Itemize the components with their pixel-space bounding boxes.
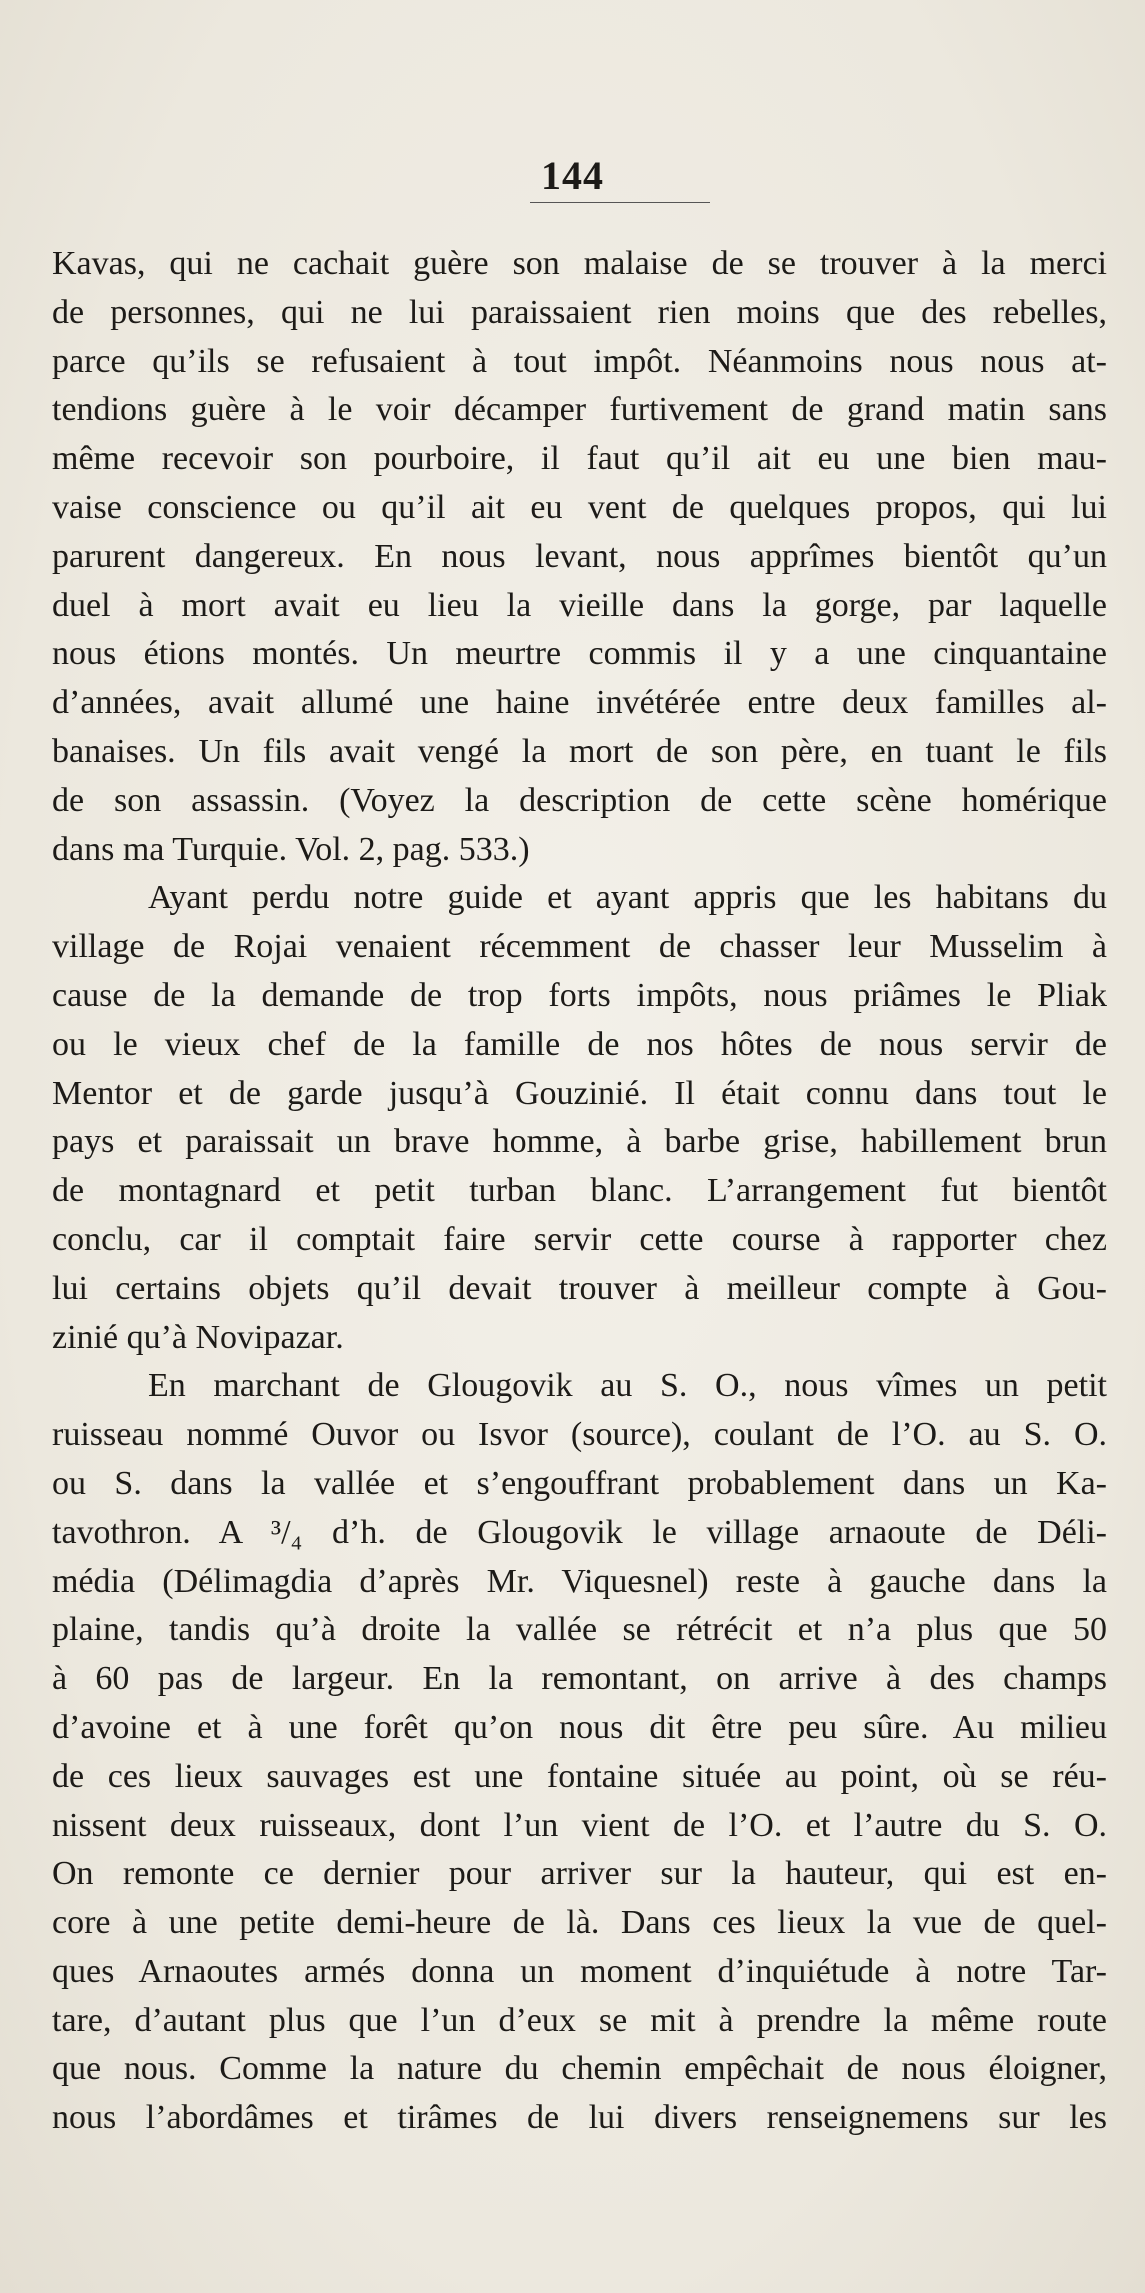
text-line: de personnes, qui ne lui paraissaient rien moins que des rebelles, [52,293,1107,331]
text-line: de ces lieux sauvages est une fontaine située au point, où se réu- [52,1757,1107,1795]
text-line: d’années, avait allumé une haine invétérée entre deux familles al- [52,684,1107,722]
text-line: ques Arnaoutes armés donna un moment d’inquiétude à notre Tar- [52,1952,1107,1990]
text-line: cause de la demande de trop forts impôts, nous priâmes le Pliak [52,976,1107,1014]
text-line: que nous. Comme la nature du chemin empêchait de nous éloigner, [52,2050,1107,2088]
text-line: plaine, tandis qu’à droite la vallée se rétrécit et n’a plus que 50 [52,1611,1107,1649]
text-line: En marchant de Glougovik au S. O., nous vîmes un petit [148,1367,1107,1405]
text-line: ou S. dans la vallée et s’engouffrant probablement dans un Ka- [52,1464,1107,1502]
text-line: Ayant perdu notre guide et ayant appris que les habitans du [148,879,1107,917]
text-line: vaise conscience ou qu’il ait eu vent de quelques propos, qui lui [52,488,1107,526]
text-line: pays et paraissait un brave homme, à barbe grise, habillement brun [52,1123,1107,1161]
text-line: tavothron. A ³/₄ d’h. de Glougovik le village arnaoute de Déli- [52,1513,1107,1551]
body-text [52,240,1107,2143]
text-line: de montagnard et petit turban blanc. L’arrangement fut bientôt [52,1172,1107,1210]
text-line: conclu, car il comptait faire servir cette course à rapporter chez [52,1220,1107,1258]
text-line: parurent dangereux. En nous levant, nous apprîmes bientôt qu’un [52,537,1107,575]
text-line: banaises. Un fils avait vengé la mort de son père, en tuant le fils [52,732,1107,770]
text-line: de son assassin. (Voyez la description de cette scène homérique [52,781,1107,819]
text-line: ou le vieux chef de la famille de nos hôtes de nous servir de [52,1025,1107,1063]
text-line: lui certains objets qu’il devait trouver à meilleur compte à Gou- [52,1269,1107,1307]
text-line: duel à mort avait eu lieu la vieille dans la gorge, par laquelle [52,586,1107,624]
text-line: core à une petite demi-heure de là. Dans ces lieux la vue de quel- [52,1904,1107,1942]
text-line: On remonte ce dernier pour arriver sur la hauteur, qui est en- [52,1855,1107,1893]
text-line: village de Rojai venaient récemment de chasser leur Musselim à [52,928,1107,966]
text-line: dans ma Turquie. Vol. 2, pag. 533.) [52,830,530,868]
text-line: tare, d’autant plus que l’un d’eux se mit à prendre la même route [52,2001,1107,2039]
text-line: zinié qu’à Novipazar. [52,1318,344,1356]
header-rule [530,202,710,203]
text-line: nous l’abordâmes et tirâmes de lui divers renseignemens sur les [52,2099,1107,2137]
text-line: ruisseau nommé Ouvor ou Isvor (source), coulant de l’O. au S. O. [52,1416,1107,1454]
text-line: à 60 pas de largeur. En la remontant, on arrive à des champs [52,1660,1107,1698]
text-line: nissent deux ruisseaux, dont l’un vient de l’O. et l’autre du S. O. [52,1806,1107,1844]
text-line: d’avoine et à une forêt qu’on nous dit être peu sûre. Au milieu [52,1708,1107,1746]
page-number: 144 [541,153,604,198]
text-line: nous étions montés. Un meurtre commis il y a une cinquantaine [52,635,1107,673]
text-line: média (Délimagdia d’après Mr. Viquesnel) reste à gauche dans la [52,1562,1107,1600]
text-line: parce qu’ils se refusaient à tout impôt. Néanmoins nous nous at- [52,342,1107,380]
text-line: Mentor et de garde jusqu’à Gouzinié. Il était connu dans tout le [52,1074,1107,1112]
text-line: tendions guère à le voir décamper furtivement de grand matin sans [52,391,1107,429]
text-line: même recevoir son pourboire, il faut qu’il ait eu une bien mau- [52,440,1107,478]
text-line: Kavas, qui ne cachait guère son malaise de se trouver à la merci [52,245,1107,282]
